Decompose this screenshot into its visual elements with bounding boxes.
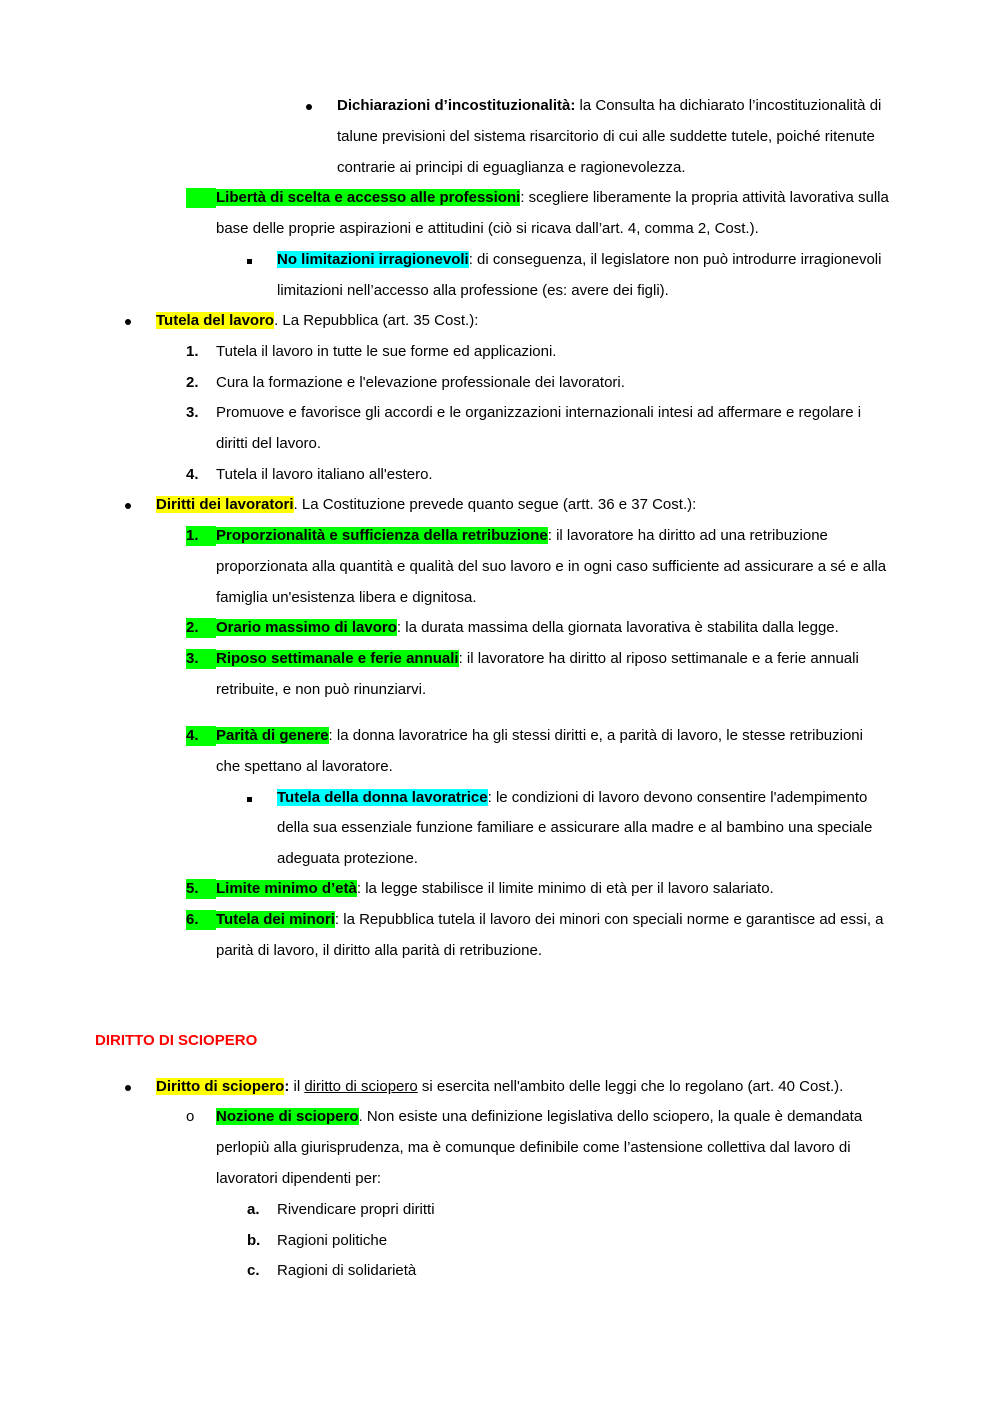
term-proporzionalita: Proporzionalità e sufficienza della retribuzione bbox=[216, 527, 548, 544]
list-item-continued: diritti del lavoro. bbox=[216, 435, 322, 452]
list-item: Promuove e favorisce gli accordi e le organizzazioni internazionali intesi ad affermare e regolare i bbox=[216, 404, 862, 421]
section-heading: DIRITTO DI SCIOPERO bbox=[95, 1032, 258, 1049]
term-limite-eta: Limite minimo d’età bbox=[216, 880, 357, 897]
bullet-marker bbox=[306, 96, 312, 116]
list-item bbox=[186, 910, 884, 930]
text-span: . La Repubblica (art. 35 Cost.): bbox=[274, 312, 479, 329]
paragraph-line: famiglia un'esistenza libera e dignitosa. bbox=[216, 589, 477, 606]
list-number: 1. bbox=[186, 343, 199, 360]
paragraph-line: contrarie ai principi di eguaglianza e ragionevolezza. bbox=[337, 159, 686, 176]
text-span: : la donna lavoratrice ha gli stessi diritti e, a parità di lavoro, le stesse retribuzioni bbox=[328, 727, 863, 744]
paragraph-line: che spettano al lavoratore. bbox=[216, 758, 393, 775]
circle-bullet: o bbox=[186, 1108, 195, 1125]
list-item bbox=[186, 618, 839, 638]
list-letter: b. bbox=[247, 1232, 261, 1249]
text-span: : il lavoratore ha diritto ad una retribuzione bbox=[547, 527, 828, 544]
bullet-marker bbox=[125, 495, 131, 515]
paragraph-line bbox=[337, 96, 881, 116]
term-tutela-minori: Tutela dei minori bbox=[216, 911, 335, 928]
paragraph-line: proporzionata alla quantità e qualità del suo lavoro e in ogni caso sufficiente ad assicurare a sé e alla bbox=[216, 558, 887, 575]
paragraph-line bbox=[186, 188, 889, 208]
bullet-marker bbox=[125, 1077, 131, 1097]
paragraph-line: parità di lavoro, il diritto alla parità di retribuzione. bbox=[216, 942, 542, 959]
list-number: 2. bbox=[186, 374, 199, 391]
list-item: Tutela il lavoro in tutte le sue forme ed applicazioni. bbox=[216, 343, 557, 360]
text-span: : la Repubblica tutela il lavoro dei minori con speciali norme e garantisce ad essi, a bbox=[334, 911, 884, 928]
list-item: Ragioni di solidarietà bbox=[277, 1262, 417, 1279]
paragraph-line bbox=[156, 1077, 843, 1097]
text-span: la Consulta ha dichiarato l’incostituzionalità di bbox=[575, 97, 882, 114]
list-number: 1. bbox=[186, 526, 216, 546]
list-number: 2. bbox=[186, 618, 216, 638]
paragraph-line: limitazioni nell’accesso alla professione (es: avere dei figli). bbox=[277, 282, 669, 299]
underlined-term: diritto di sciopero bbox=[304, 1078, 418, 1095]
text-span: : di conseguenza, il legislatore non può introdurre irragionevoli bbox=[468, 251, 882, 268]
text-span: : bbox=[284, 1078, 290, 1095]
term-tutela-donna: Tutela della donna lavoratrice bbox=[277, 789, 488, 806]
text-span: : la legge stabilisce il limite minimo di età per il lavoro salariato. bbox=[356, 880, 774, 897]
text-span: . Non esiste una definizione legislativa dello sciopero, la quale è demandata bbox=[358, 1108, 863, 1125]
text-span: : le condizioni di lavoro devono consentire l'adempimento bbox=[487, 789, 868, 806]
paragraph-line bbox=[156, 495, 696, 515]
square-bullet bbox=[247, 788, 252, 808]
square-bullet bbox=[247, 250, 252, 270]
paragraph-line bbox=[216, 1107, 862, 1127]
list-item: Ragioni politiche bbox=[277, 1232, 388, 1249]
term-orario: Orario massimo di lavoro bbox=[216, 619, 397, 636]
list-item: Cura la formazione e l'elevazione professionale dei lavoratori. bbox=[216, 374, 625, 391]
paragraph-line bbox=[277, 250, 881, 270]
term-diritto-sciopero: Diritto di sciopero bbox=[156, 1078, 285, 1095]
term-parita-genere: Parità di genere bbox=[216, 727, 329, 744]
paragraph-line: talune previsioni del sistema risarcitorio di cui alle suddette tutele, poiché ritenute bbox=[337, 128, 875, 145]
text-span: si esercita nell'ambito delle leggi che lo regolano (art. 40 Cost.). bbox=[417, 1078, 844, 1095]
term-dichiarazioni: Dichiarazioni d’incostituzionalità: bbox=[337, 97, 576, 114]
paragraph-line: perlopiù alla giurisprudenza, ma è comunque definibile come l’astensione collettiva dal lavoro di bbox=[216, 1139, 851, 1156]
paragraph-line: adeguata protezione. bbox=[277, 850, 418, 867]
text-span: : la durata massima della giornata lavorativa è stabilita dalla legge. bbox=[396, 619, 839, 636]
list-item: Rivendicare propri diritti bbox=[277, 1201, 435, 1218]
list-item: Tutela il lavoro italiano all'estero. bbox=[216, 466, 433, 483]
list-letter: c. bbox=[247, 1262, 260, 1279]
term-no-limitazioni: No limitazioni irragionevoli bbox=[277, 251, 469, 268]
list-number: 5. bbox=[186, 879, 216, 899]
paragraph-line bbox=[277, 788, 867, 808]
term-riposo: Riposo settimanale e ferie annuali bbox=[216, 650, 459, 667]
paragraph-line: della sua essenziale funzione familiare e assicurare alla madre e al bambino una speciale bbox=[277, 819, 873, 836]
term-diritti-lavoratori: Diritti dei lavoratori bbox=[156, 496, 294, 513]
term-tutela-lavoro: Tutela del lavoro bbox=[156, 312, 275, 329]
list-item bbox=[186, 726, 863, 746]
paragraph-line bbox=[156, 311, 478, 331]
list-number: 6. bbox=[186, 910, 216, 930]
list-number: 4. bbox=[186, 726, 216, 746]
text-span: : il lavoratore ha diritto al riposo settimanale e a ferie annuali bbox=[458, 650, 859, 667]
list-item bbox=[186, 526, 828, 546]
paragraph-line: base delle proprie aspirazioni e attitudini (ciò si ricava dall’art. 4, comma 2, Cost.). bbox=[216, 220, 759, 237]
term-liberta: Libertà di scelta e accesso alle professioni bbox=[216, 189, 521, 206]
paragraph-line: lavoratori dipendenti per: bbox=[216, 1170, 382, 1187]
list-letter: a. bbox=[247, 1201, 260, 1218]
list-item bbox=[186, 879, 774, 899]
text-span: : scegliere liberamente la propria attività lavorativa sulla bbox=[520, 189, 889, 206]
paragraph-line: retribuite, e non può rinunziarvi. bbox=[216, 681, 427, 698]
list-number: 4. bbox=[186, 466, 199, 483]
text-span: il bbox=[289, 1078, 305, 1095]
list-number: 3. bbox=[186, 649, 216, 669]
list-item bbox=[186, 649, 859, 669]
list-number: 3. bbox=[186, 404, 199, 421]
bullet-marker bbox=[125, 311, 131, 331]
term-nozione-sciopero: Nozione di sciopero bbox=[216, 1108, 359, 1125]
text-span: . La Costituzione prevede quanto segue (artt. 36 e 37 Cost.): bbox=[293, 496, 697, 513]
